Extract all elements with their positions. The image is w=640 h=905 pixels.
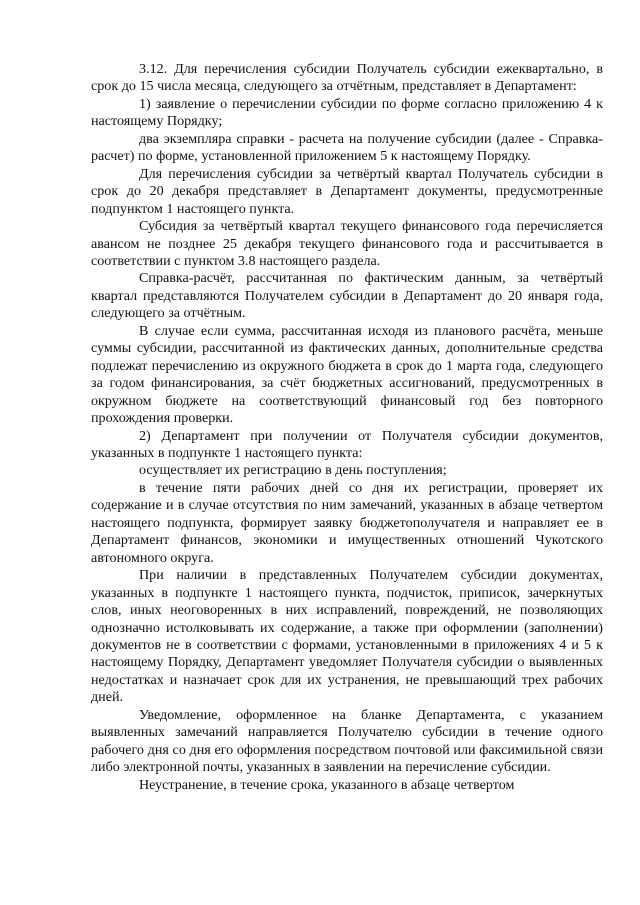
paragraph-deficiencies: При наличии в представленных Получателем субсидии документах, указанных в подпункте 1 настоящего пункта, подчисток, приписок, зачеркнутых слов, иных неоговоренных в них исправлений, повреждений, не позволяющих однозначно истолковывать их содержание, а также при оформлении (заполнении) документов не в соответствии с формами, установленными в приложениях 4 и 5 к настоящему Порядку, Департамент уведомляет Получателя субсидии о выявленных недостатках и назначает срок для их устранения, не превышающий трех рабочих дней. xyxy=(91,567,603,706)
paragraph-additional-funds: В случае если сумма, рассчитанная исходя из планового расчёта, меньше суммы субсидии, рассчитанной из фактических данных, дополнительные средства подлежат перечислению из окружного бюджета в срок до 1 марта года, следующего за годом финансирования, за счёт бюджетных ассигнований, предусмотренных в окружном бюджете на соответствующий финансовый год без повторного прохождения проверки. xyxy=(91,322,603,427)
paragraph-review-five-days: в течение пяти рабочих дней со дня их регистрации, проверяет их содержание и в случае отсутствия по ним замечаний, указанных в абзаце четвертом настоящего подпункта, формирует заявку бюджетополучателя и направляет ее в Департамент финансов, экономики и имущественных отношений Чукотского автономного округа. xyxy=(91,479,603,566)
paragraph-application-item: 1) заявление о перечислении субсидии по форме согласно приложению 4 к настоящему Порядку; xyxy=(91,95,603,130)
paragraph-non-elimination: Неустранение, в течение срока, указанного в абзаце четвертом xyxy=(139,776,515,793)
paragraph-registration: осуществляет их регистрацию в день поступления; xyxy=(139,462,447,479)
document-page xyxy=(91,61,603,794)
paragraph-3-12-intro: 3.12. Для перечисления субсидии Получатель субсидии ежеквартально, в срок до 15 числа месяца, следующего за отчётным, представляет в Департамент: xyxy=(91,61,603,95)
paragraph-fourth-quarter-deadline: Для перечисления субсидии за четвёртый квартал Получатель субсидии в срок до 20 декабря представляет в Департамент документы, предусмотренные подпунктом 1 настоящего пункта. xyxy=(91,165,603,217)
paragraph-calculation-certificate: два экземпляра справки - расчета на получение субсидии (далее - Справка-расчет) по форме, установленной приложением 5 к настоящему Порядку. xyxy=(91,130,603,165)
paragraph-actual-data-certificate: Справка-расчёт, рассчитанная по фактическим данным, за четвёртый квартал представляются Получателем субсидии в Департамент до 20 января года, следующего за отчётным. xyxy=(91,270,603,322)
paragraph-department-receipt: 2) Департамент при получении от Получателя субсидии документов, указанных в подпункте 1 настоящего пункта: xyxy=(91,427,603,461)
paragraph-fourth-quarter-advance: Субсидия за четвёртый квартал текущего финансового года перечисляется авансом не позднее 25 декабря текущего финансового года и рассчитывается в соответствии с пунктом 3.8 настоящего раздела. xyxy=(91,218,603,269)
paragraph-notification: Уведомление, оформленное на бланке Департамента, с указанием выявленных замечаний направляется Получателю субсидии в течение одного рабочего дня со дня его оформления посредством почтовой или факсимильной связи либо электронной почты, указанных в заявлении на перечисление субсидии. xyxy=(91,706,603,776)
